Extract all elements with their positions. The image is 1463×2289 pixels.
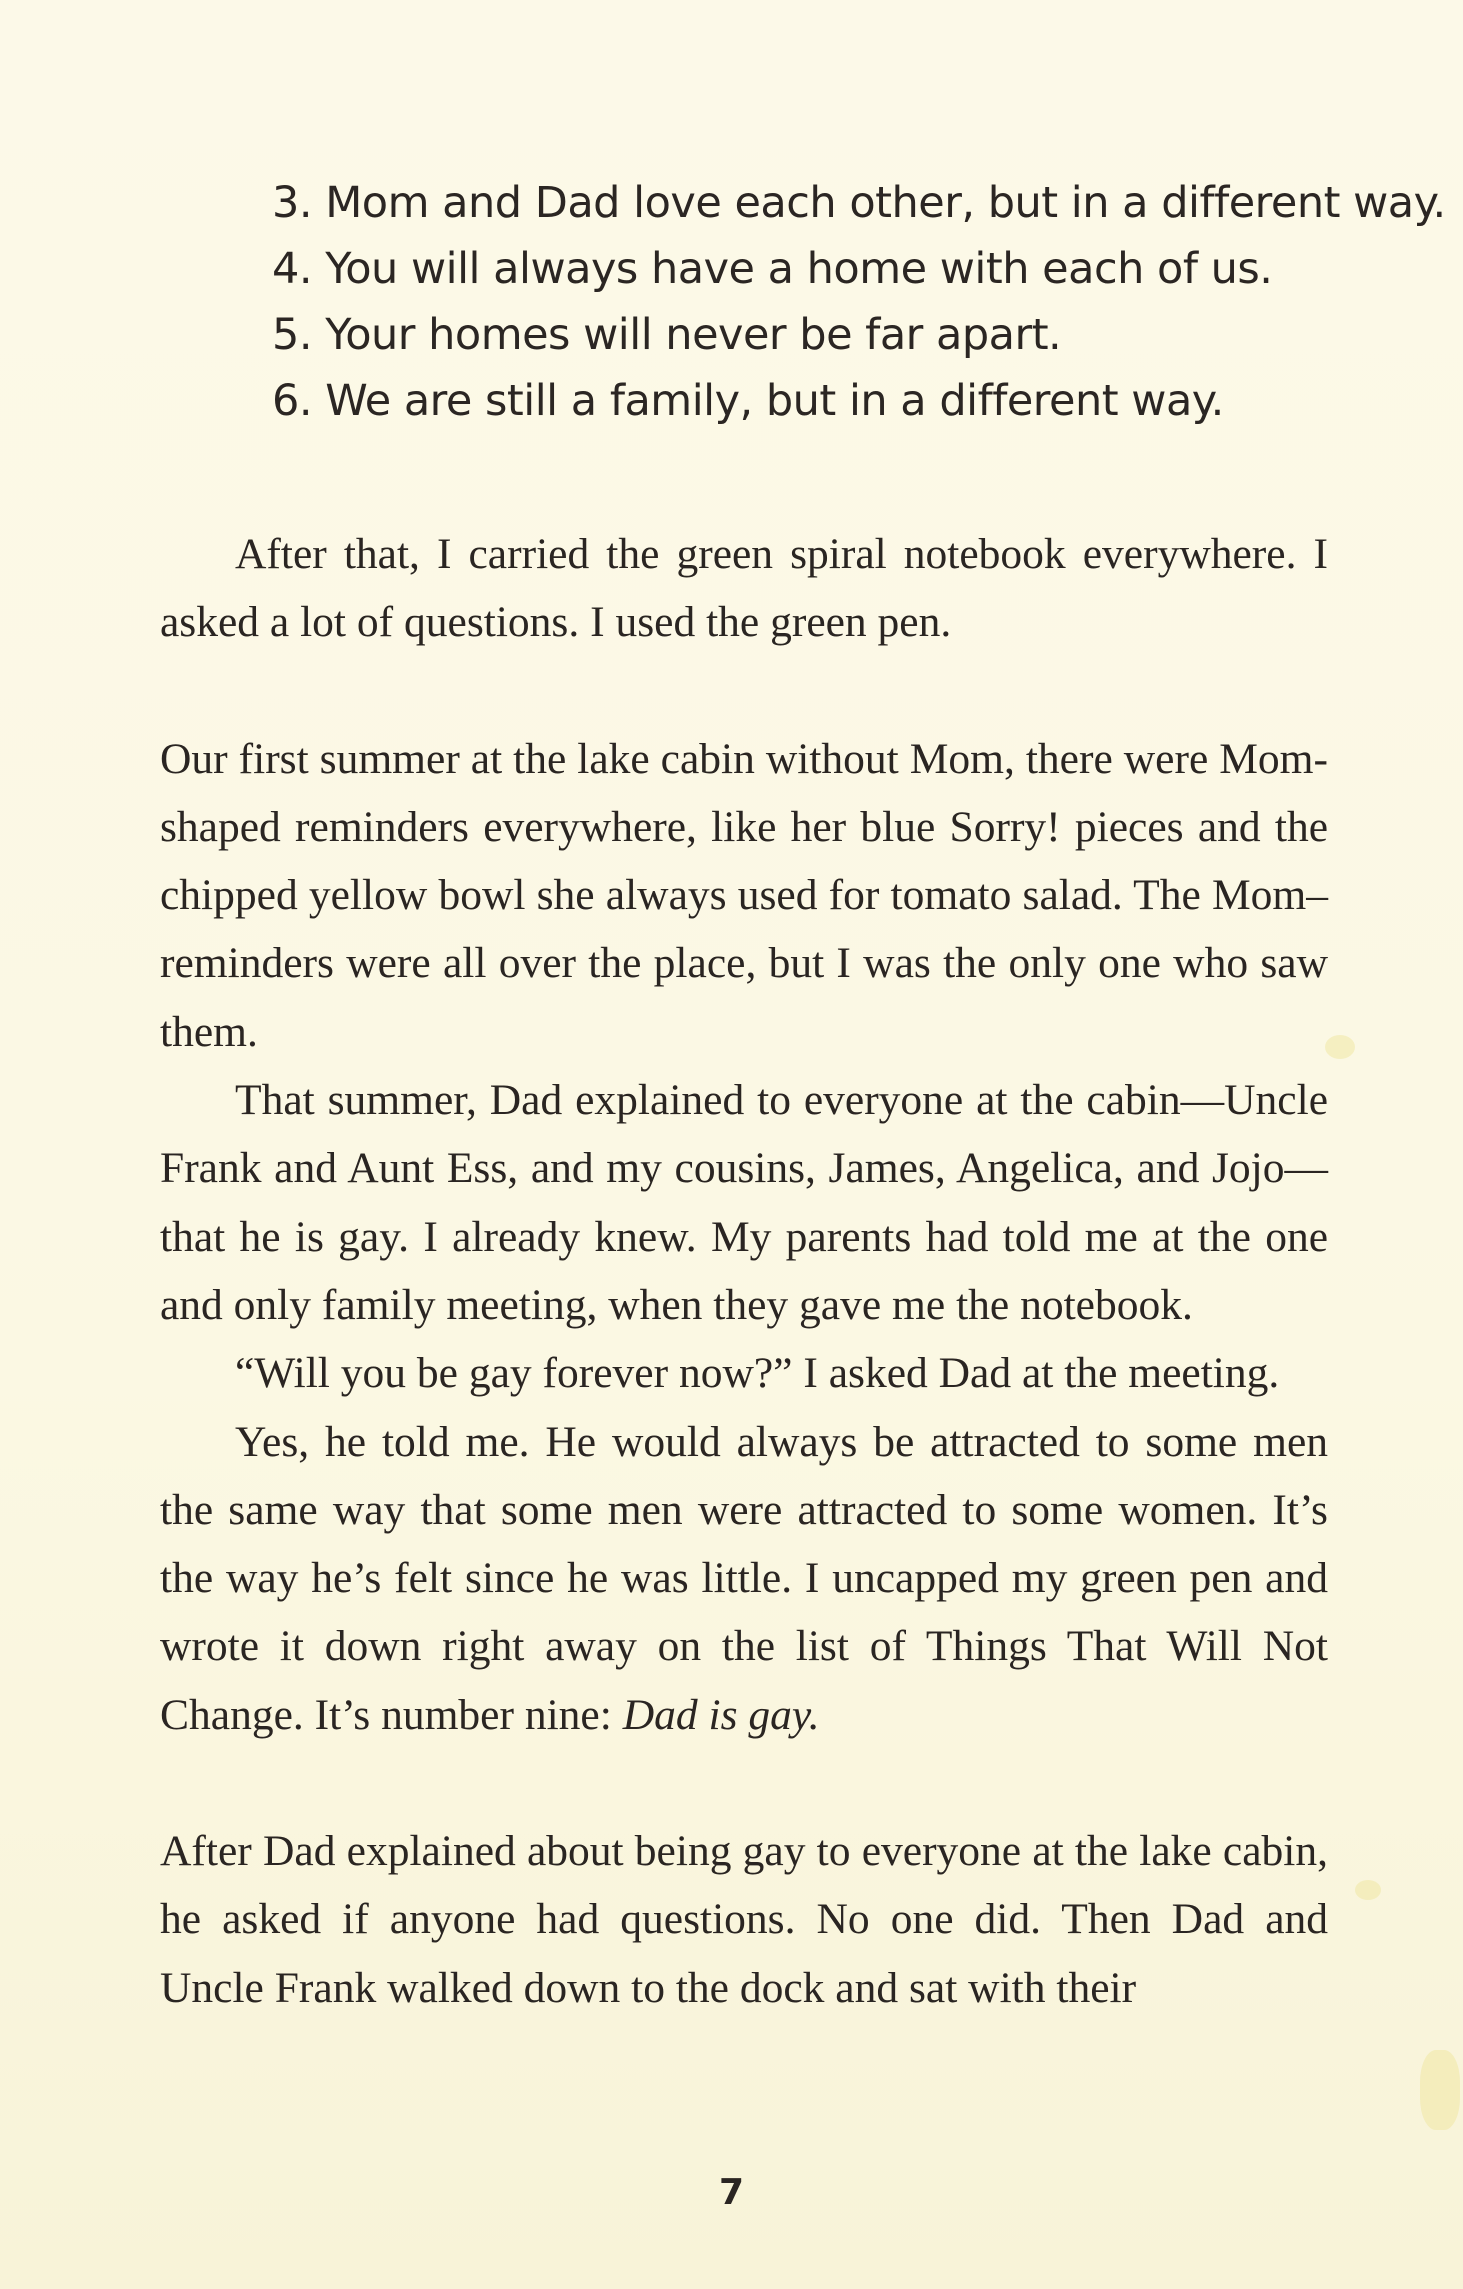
paragraph-text: Yes, he told me. He would always be attracted to some men the same way that some men were attracted to some women. It’s the way he’s felt since he was little. I uncapped my green pen and wrote it down right away on the list of Things That Will Not Change. It’s number nine: (160, 1417, 1328, 1739)
list-item: 4. You will always have a home with each of us. (272, 244, 1273, 294)
page-number: 7 (718, 2172, 745, 2213)
paragraph (160, 1408, 1328, 1749)
paragraph: Our first summer at the lake cabin without Mom, there were Mom-shaped reminders everywhere, like her blue Sorry! pieces and the chipped yellow bowl she always used for tomato salad. The Mom–reminders were all over the place, but I was the only one who saw them. (160, 734, 1328, 1056)
list-item: 5. Your homes will never be far apart. (272, 310, 1062, 360)
paragraph: After Dad explained about being gay to everyone at the lake cabin, he asked if anyone had questions. No one did. Then Dad and Uncle Frank walked down to the dock and sat with their (160, 1827, 1328, 2012)
paragraph: After that, I carried the green spiral notebook everywhere. I asked a lot of questions. I used the green pen. (160, 530, 1328, 647)
paper-stain (1420, 2050, 1460, 2130)
paper-stain (1325, 1035, 1355, 1059)
body-text (160, 520, 1328, 2022)
list-item: 6. We are still a family, but in a different way. (272, 376, 1224, 426)
paper-stain (1355, 1880, 1381, 1900)
handwritten-list (272, 170, 1446, 434)
list-item: 3. Mom and Dad love each other, but in a different way. (272, 178, 1446, 228)
paragraph-italic-text: Dad is gay. (622, 1690, 820, 1739)
paragraph: “Will you be gay forever now?” I asked Dad at the meeting. (235, 1349, 1280, 1398)
paragraph: That summer, Dad explained to everyone at the cabin—Uncle Frank and Aunt Ess, and my cousins, James, Angelica, and Jojo—that he is gay. I already knew. My parents had told me at the one and only family meeting, when they gave me the notebook. (160, 1076, 1328, 1329)
